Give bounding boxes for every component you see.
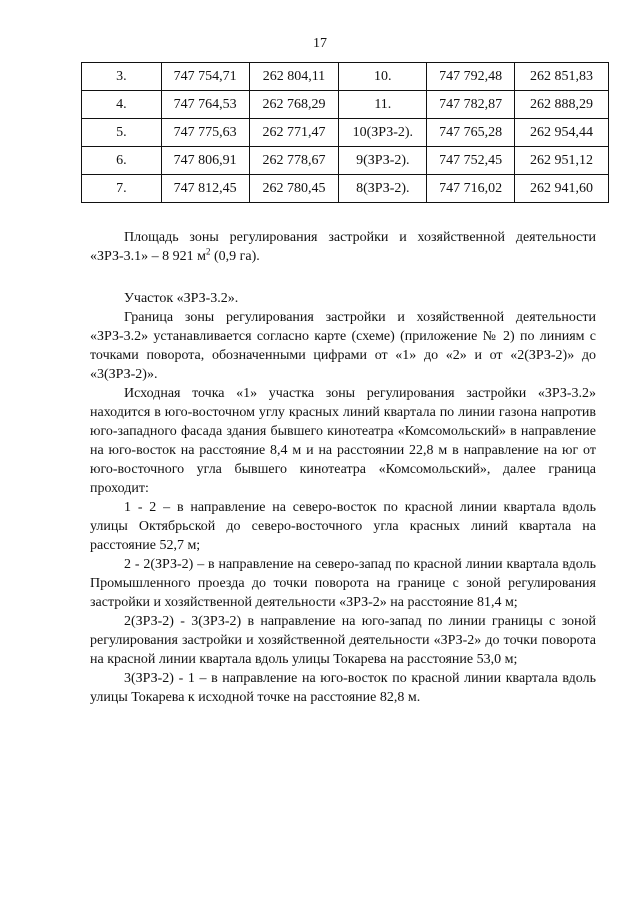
- table-cell: 8(ЗРЗ-2).: [339, 175, 427, 203]
- table-cell: 262 778,67: [249, 147, 339, 175]
- table-cell: 262 954,44: [515, 119, 609, 147]
- table-cell: 747 775,63: [161, 119, 249, 147]
- table-row: [82, 147, 609, 175]
- coordinates-table: [81, 62, 609, 203]
- section-title: Участок «ЗРЗ-3.2».: [124, 291, 239, 306]
- document-text: [90, 228, 596, 707]
- table-cell: 747 765,28: [427, 119, 515, 147]
- paragraph-segment-2-2zrz: 2 - 2(ЗРЗ-2) – в направление на северо-запад по красной линии квартала вдоль Промышленного проезда до точки поворота на границе с зоной регулирования застройки и хозяйственной деятельности «ЗРЗ-2» на расстояние 81,4 м;: [90, 557, 596, 610]
- table-cell: 4.: [82, 91, 162, 119]
- page-number: 17: [313, 36, 327, 51]
- table-cell: 747 754,71: [161, 63, 249, 91]
- table-cell: 3.: [82, 63, 162, 91]
- table-cell: 262 768,29: [249, 91, 339, 119]
- paragraph-segment-1-2: 1 - 2 – в направление на северо-восток по красной линии квартала вдоль улицы Октябрьской до северо-восточного угла красных линий квартала на расстояние 52,7 м;: [90, 500, 596, 553]
- table-row: [82, 91, 609, 119]
- table-row: [82, 119, 609, 147]
- table-cell: 262 780,45: [249, 175, 339, 203]
- table-cell: 6.: [82, 147, 162, 175]
- table-cell: 747 752,45: [427, 147, 515, 175]
- area-text: Площадь зоны регулирования застройки и хозяйственной деятельности «ЗРЗ-3.1» – 8 921 м: [90, 230, 596, 264]
- paragraph-start-point: Исходная точка «1» участка зоны регулирования застройки «ЗРЗ-3.2» находится в юго-восточном углу красных линий квартала по линии газона напротив юго-западного фасада здания бывшего кинотеатра «Комсомольский» в направление на юго-восток на расстояние 8,4 м и на расстоянии 22,8 м в направление на юг от юго-восточного угла бывшего кинотеатра «Комсомольский», далее граница проходит:: [90, 386, 596, 496]
- table-cell: 9(ЗРЗ-2).: [339, 147, 427, 175]
- table-cell: 262 951,12: [515, 147, 609, 175]
- table-cell: 262 804,11: [249, 63, 339, 91]
- paragraph-segment-2zrz-3zrz: 2(ЗРЗ-2) - 3(ЗРЗ-2) в направление на юго-запад по линии границы с зоной регулирования застройки и хозяйственной деятельности «ЗРЗ-2» до точки поворота на красной линии квартала вдоль улицы Токарева на расстояние 53,0 м;: [90, 614, 596, 667]
- table-cell: 262 941,60: [515, 175, 609, 203]
- table-cell: 11.: [339, 91, 427, 119]
- table-cell: 747 792,48: [427, 63, 515, 91]
- table-cell: 747 782,87: [427, 91, 515, 119]
- table-cell: 747 764,53: [161, 91, 249, 119]
- area-unit-superscript: 2: [206, 246, 211, 257]
- table-cell: 262 771,47: [249, 119, 339, 147]
- table-cell: 10.: [339, 63, 427, 91]
- area-suffix: (0,9 га).: [210, 249, 260, 264]
- table-row: [82, 63, 609, 91]
- table-cell: 262 888,29: [515, 91, 609, 119]
- table-cell: 747 806,91: [161, 147, 249, 175]
- table-cell: 747 812,45: [161, 175, 249, 203]
- table-cell: 5.: [82, 119, 162, 147]
- paragraph-segment-3zrz-1: 3(ЗРЗ-2) - 1 – в направление на юго-восток по красной линии квартала вдоль улицы Токарева к исходной точке на расстояние 82,8 м.: [90, 671, 596, 705]
- table-row: [82, 175, 609, 203]
- area-paragraph: [90, 228, 596, 266]
- table-cell: 747 716,02: [427, 175, 515, 203]
- table-cell: 262 851,83: [515, 63, 609, 91]
- table-cell: 7.: [82, 175, 162, 203]
- table-cell: 10(ЗРЗ-2).: [339, 119, 427, 147]
- coordinates-table-body: [82, 63, 609, 203]
- paragraph-boundary-definition: Граница зоны регулирования застройки и хозяйственной деятельности «ЗРЗ-3.2» устанавливается согласно карте (схеме) (приложение № 2) по линиям с точками поворота, обозначенными цифрами от «1» до «2» и от «2(ЗРЗ-2)» до «3(ЗРЗ-2)».: [90, 310, 596, 382]
